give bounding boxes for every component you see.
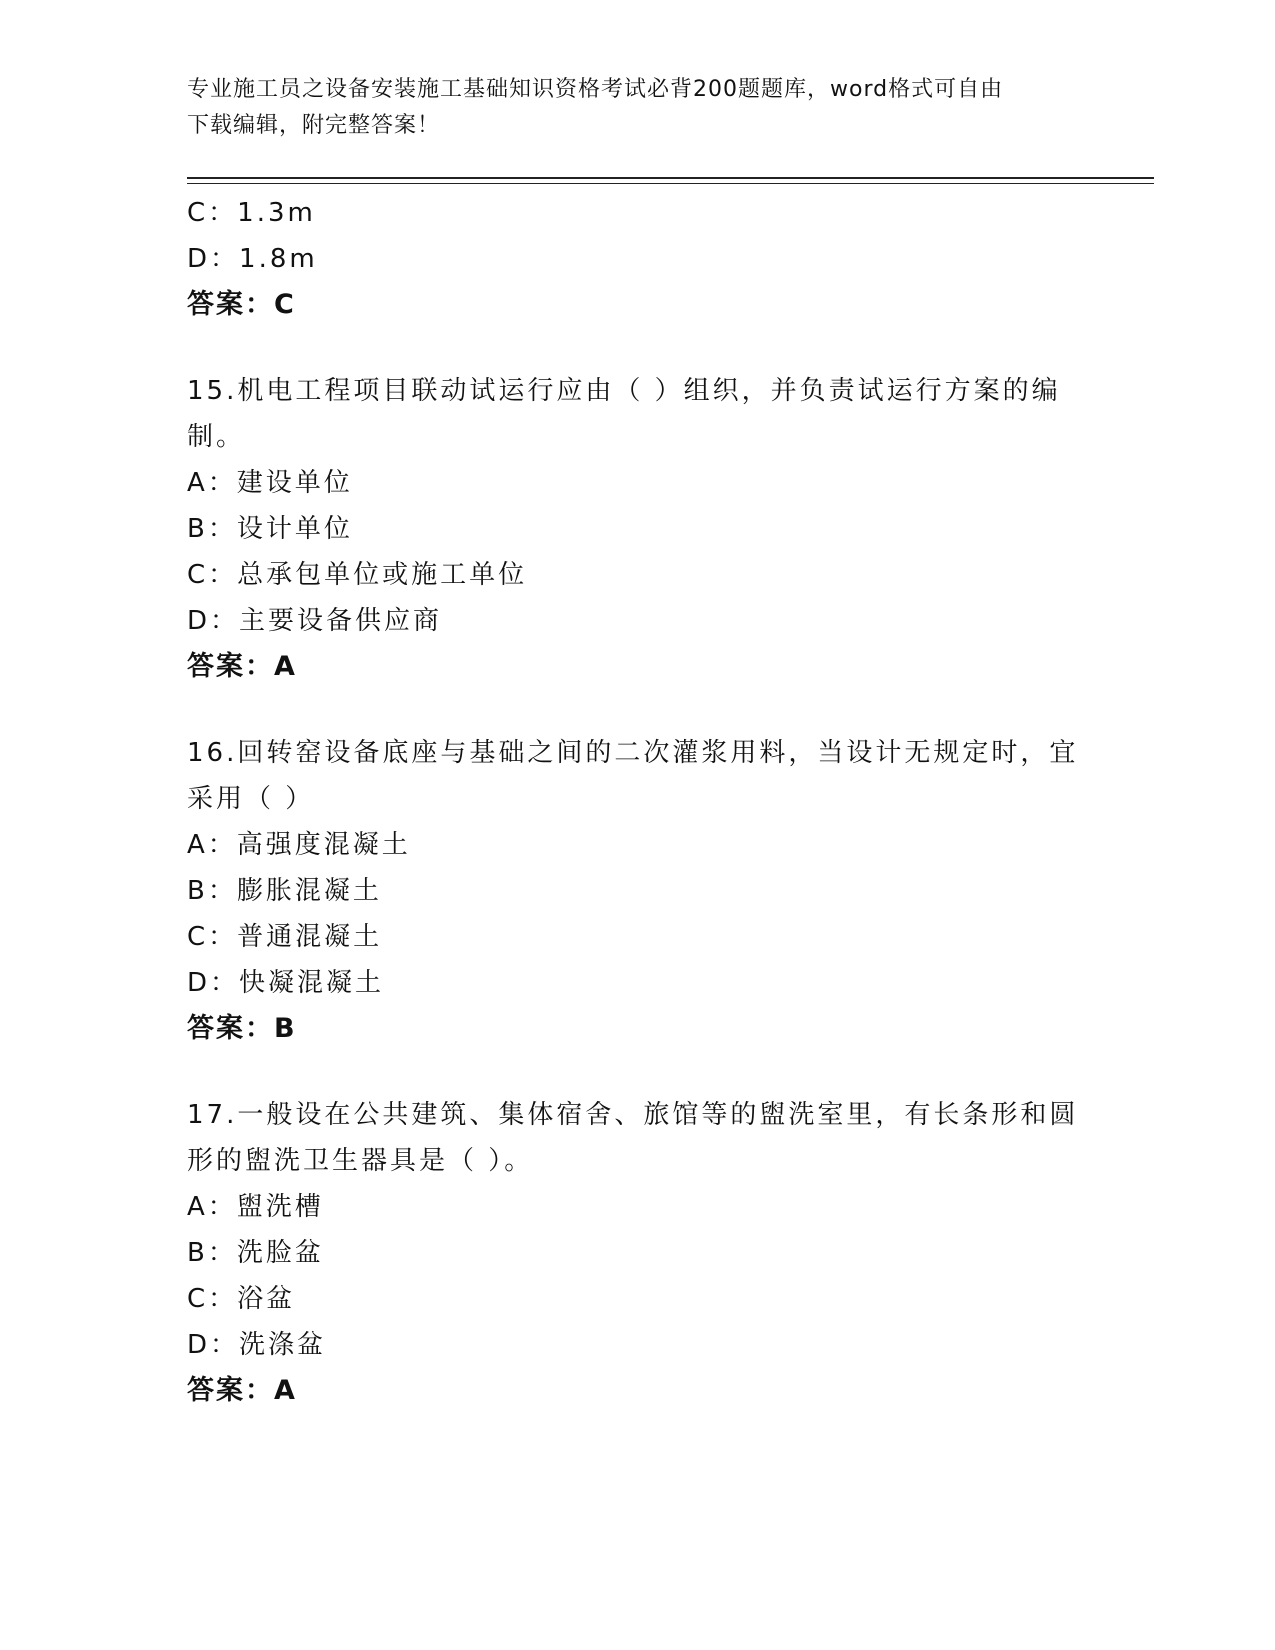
header-title-line-2: 下载编辑，附完整答案！: [187, 113, 441, 138]
question-15: [187, 368, 1087, 690]
header-rule-thin: [187, 183, 1154, 184]
answer-line: 答案：C: [187, 289, 296, 320]
question-16: [187, 730, 1087, 1052]
previous-question-tail: [187, 190, 1087, 328]
option-a: A：建设单位: [187, 468, 353, 498]
stem-line-1: 16.回转窑设备底座与基础之间的二次灌浆用料，当设计无规定时，宜: [187, 738, 1079, 768]
question-17: [187, 1092, 1087, 1414]
option-b: B：洗脸盆: [187, 1238, 324, 1268]
option-c: C：普通混凝土: [187, 922, 383, 952]
answer-line: 答案：A: [187, 1375, 297, 1406]
option-c: C：总承包单位或施工单位: [187, 560, 528, 590]
option-d: D：1.8m: [187, 244, 318, 274]
question-stem: [187, 730, 1087, 822]
option-b: B：膨胀混凝土: [187, 876, 382, 906]
document-header: [187, 72, 1087, 144]
option-c: C：1.3m: [187, 198, 316, 228]
question-content: [187, 190, 1087, 1414]
stem-line-2: 采用（ ）: [187, 784, 315, 814]
option-d: D：主要设备供应商: [187, 606, 443, 636]
option-b: B：设计单位: [187, 514, 353, 544]
header-title-line-1: 专业施工员之设备安装施工基础知识资格考试必背200题题库，word格式可自由: [187, 77, 1004, 102]
option-d: D：快凝混凝土: [187, 968, 385, 998]
question-stem: [187, 368, 1087, 460]
stem-line-2: 制。: [187, 422, 246, 452]
answer-line: 答案：A: [187, 651, 297, 682]
question-stem: [187, 1092, 1087, 1184]
stem-line-2: 形的盥洗卫生器具是（ ）。: [187, 1146, 534, 1176]
option-d: D：洗涤盆: [187, 1330, 327, 1360]
stem-line-1: 15.机电工程项目联动试运行应由（ ）组织，并负责试运行方案的编: [187, 376, 1061, 406]
option-a: A：盥洗槽: [187, 1192, 324, 1222]
answer-line: 答案：B: [187, 1013, 297, 1044]
option-c: C：浴盆: [187, 1284, 296, 1314]
option-a: A：高强度混凝土: [187, 830, 411, 860]
header-rule-thick: [187, 177, 1154, 179]
stem-line-1: 17.一般设在公共建筑、集体宿舍、旅馆等的盥洗室里，有长条形和圆: [187, 1100, 1079, 1130]
